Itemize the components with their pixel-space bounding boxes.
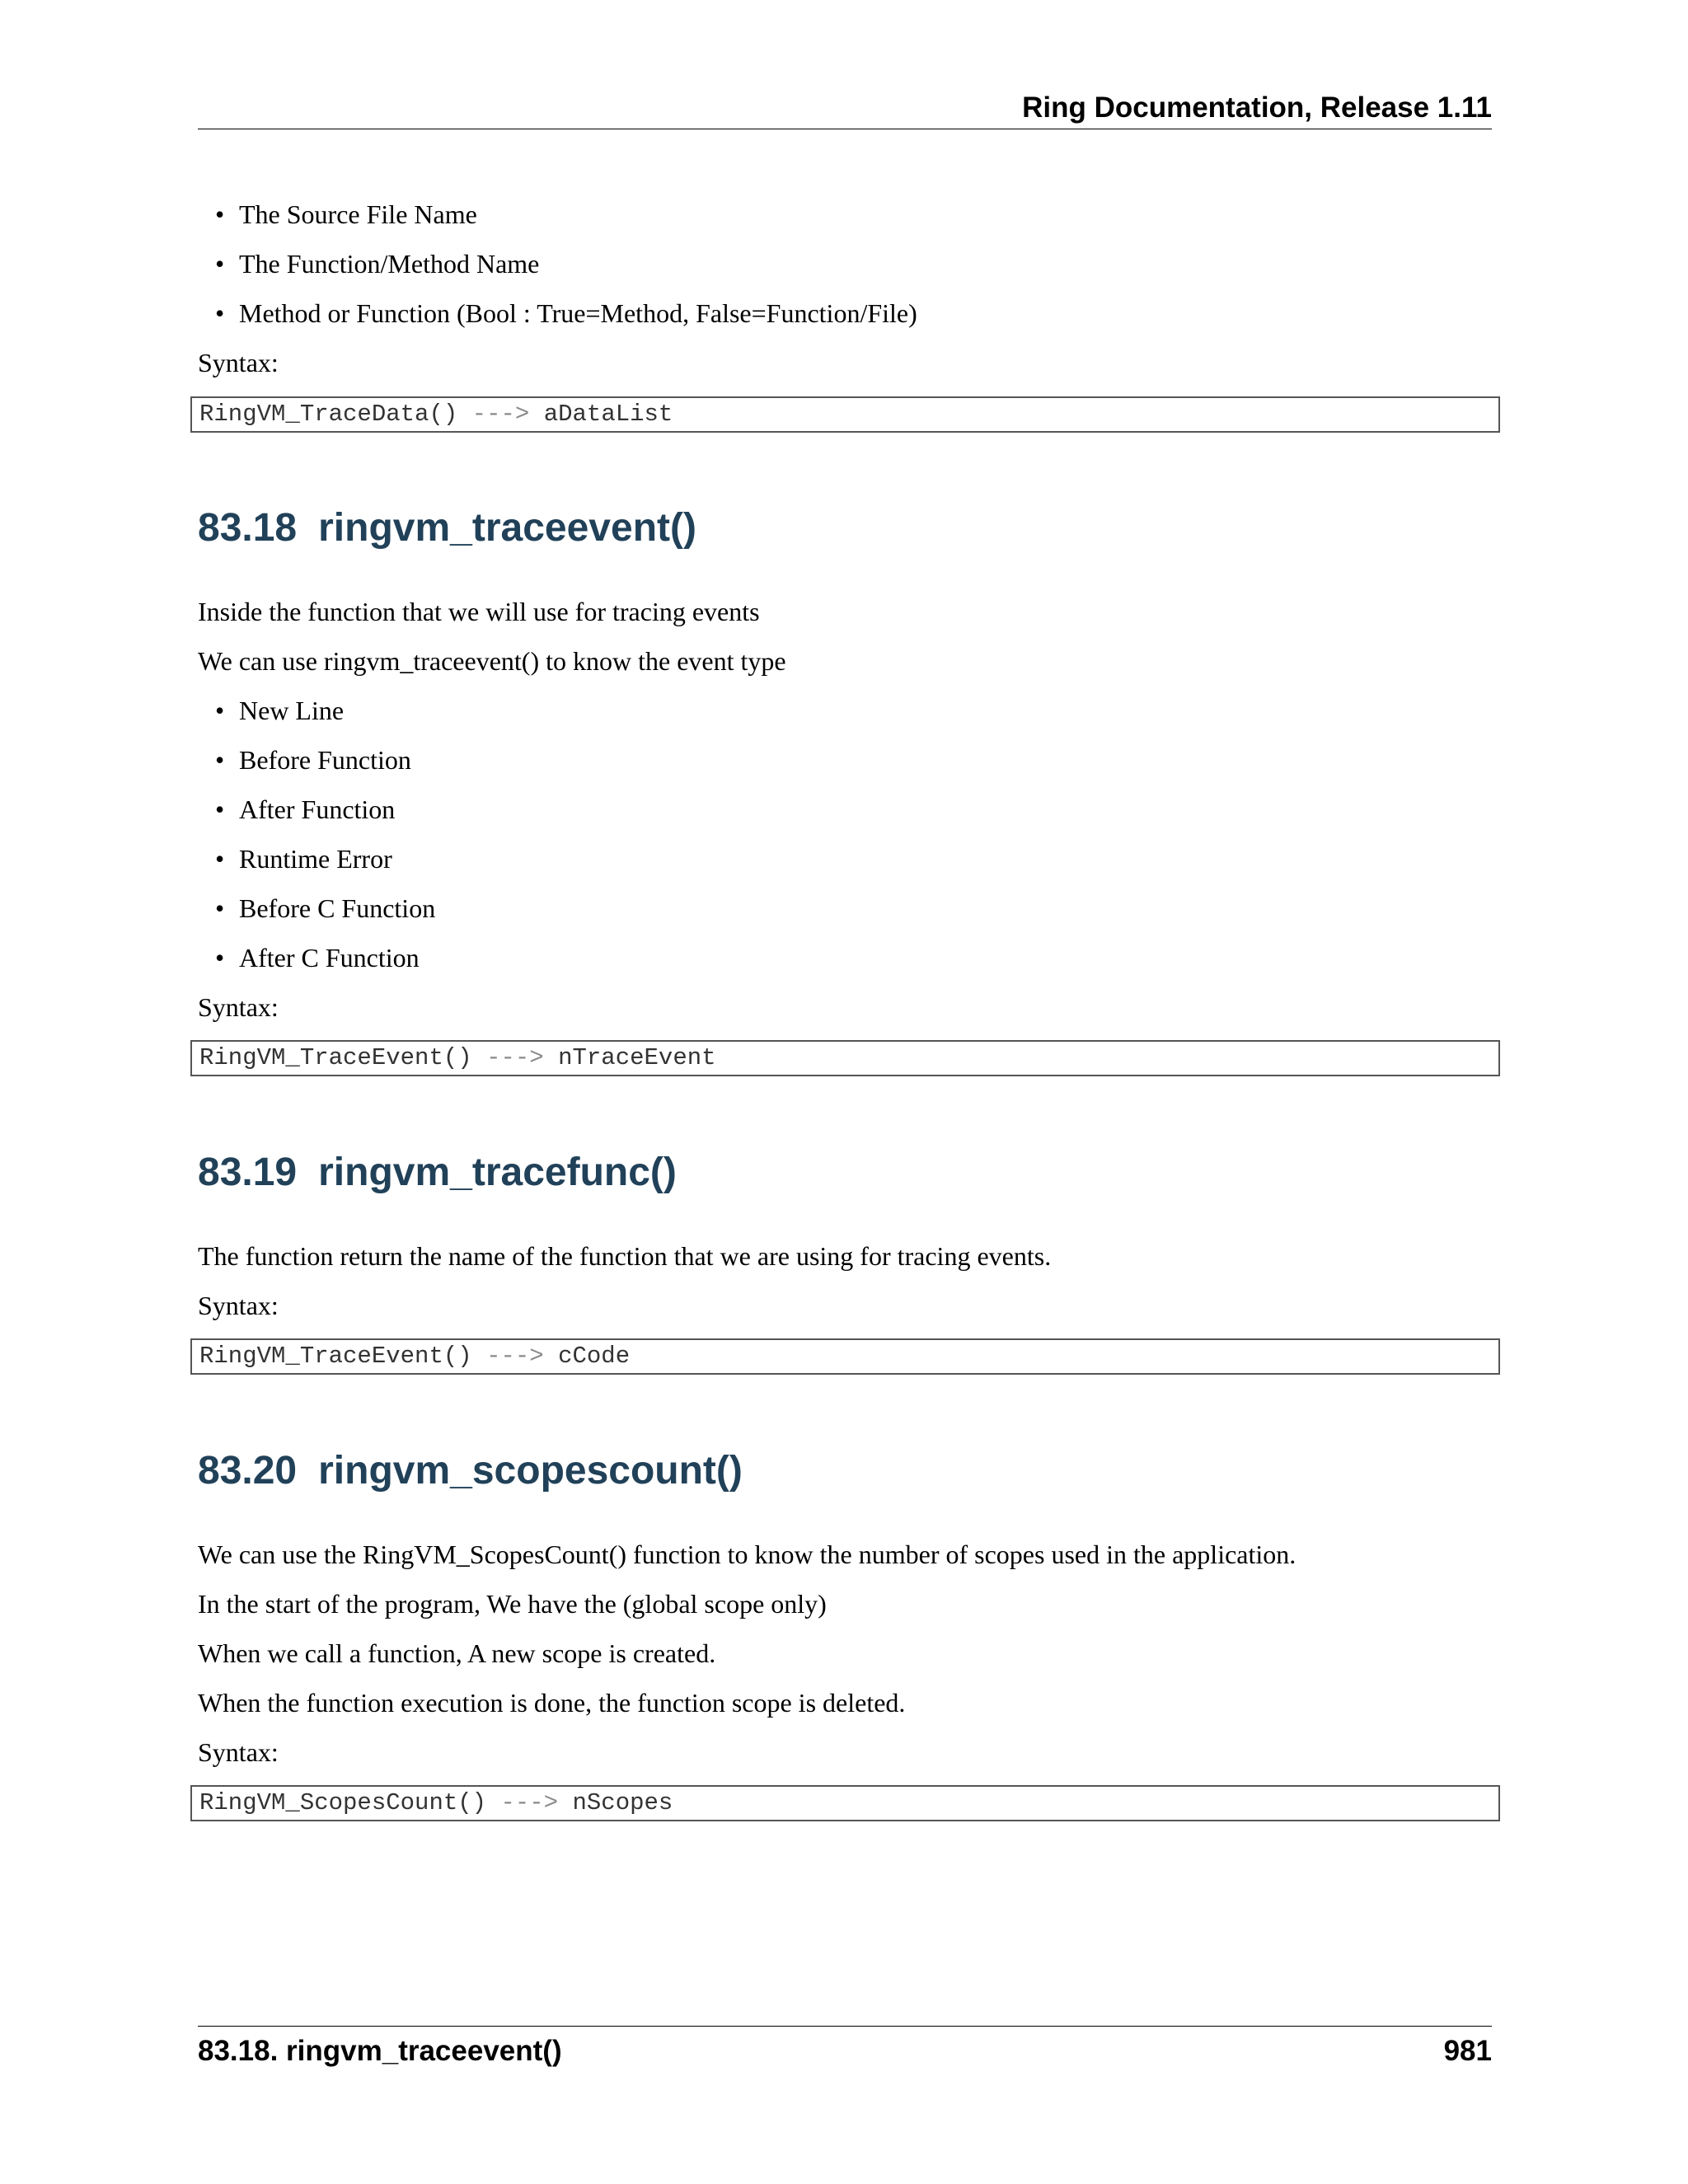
syntax-label: Syntax: (198, 1737, 279, 1767)
footer-section-title: 83.18. ringvm_traceevent() (198, 2035, 562, 2067)
paragraph: When the function execution is done, the function scope is deleted. (198, 1688, 906, 1718)
section-heading (198, 505, 696, 551)
code-block (190, 396, 1500, 433)
event-type-bullet: • After C Function (239, 941, 420, 974)
section-title: ringvm_tracefunc() (318, 1151, 677, 1194)
paragraph: We can use the RingVM_ScopesCount() function to know the number of scopes used in the application. (198, 1540, 1296, 1569)
code-result: nScopes (572, 1789, 673, 1816)
event-type-bullet: • New Line (239, 694, 344, 727)
running-header-title: Ring Documentation, Release 1.11 (1022, 91, 1492, 124)
section-number: 83.19 (198, 1151, 298, 1194)
intro-bullet-item: • The Source File Name (239, 198, 477, 231)
event-type-bullet: • After Function (239, 793, 395, 826)
section-title: ringvm_traceevent() (318, 506, 696, 550)
paragraph: We can use ringvm_traceevent() to know the event type (198, 646, 786, 676)
code-arrow: ---> (486, 1044, 544, 1071)
section-title: ringvm_scopescount() (318, 1449, 743, 1493)
code-arrow: ---> (471, 401, 530, 428)
section-heading (198, 1150, 677, 1196)
code-arrow: ---> (500, 1789, 559, 1816)
section-number: 83.20 (198, 1449, 298, 1493)
section-number: 83.18 (198, 506, 298, 550)
code-arrow: ---> (486, 1343, 544, 1370)
page-number: 981 (1443, 2035, 1492, 2067)
intro-bullet-item: • The Function/Method Name (239, 247, 539, 280)
paragraph: In the start of the program, We have the (global scope only) (198, 1589, 827, 1619)
event-type-bullet: • Before Function (239, 743, 411, 776)
event-type-bullet: • Before C Function (239, 892, 435, 925)
event-type-bullet: • Runtime Error (239, 842, 392, 875)
code-result: aDataList (543, 401, 673, 428)
paragraph: When we call a function, A new scope is created. (198, 1638, 716, 1668)
syntax-label: Syntax: (198, 1291, 279, 1320)
code-block (190, 1040, 1500, 1076)
code-call: RingVM_TraceData() (199, 401, 458, 428)
code-call: RingVM_TraceEvent() (199, 1343, 472, 1370)
code-call: RingVM_ScopesCount() (199, 1789, 487, 1816)
syntax-label: Syntax: (198, 992, 279, 1022)
paragraph: Inside the function that we will use for tracing events (198, 597, 760, 626)
footer-rule (198, 2026, 1492, 2027)
code-result: cCode (558, 1343, 631, 1370)
code-result: nTraceEvent (558, 1044, 716, 1071)
code-block (190, 1785, 1500, 1821)
intro-bullet-item: • Method or Function (Bool : True=Method, False=Function/File) (239, 297, 917, 330)
syntax-label: Syntax: (198, 348, 279, 377)
section-heading (198, 1448, 743, 1494)
code-block (190, 1338, 1500, 1375)
code-call: RingVM_TraceEvent() (199, 1044, 472, 1071)
paragraph: The function return the name of the function that we are using for tracing events. (198, 1241, 1052, 1271)
